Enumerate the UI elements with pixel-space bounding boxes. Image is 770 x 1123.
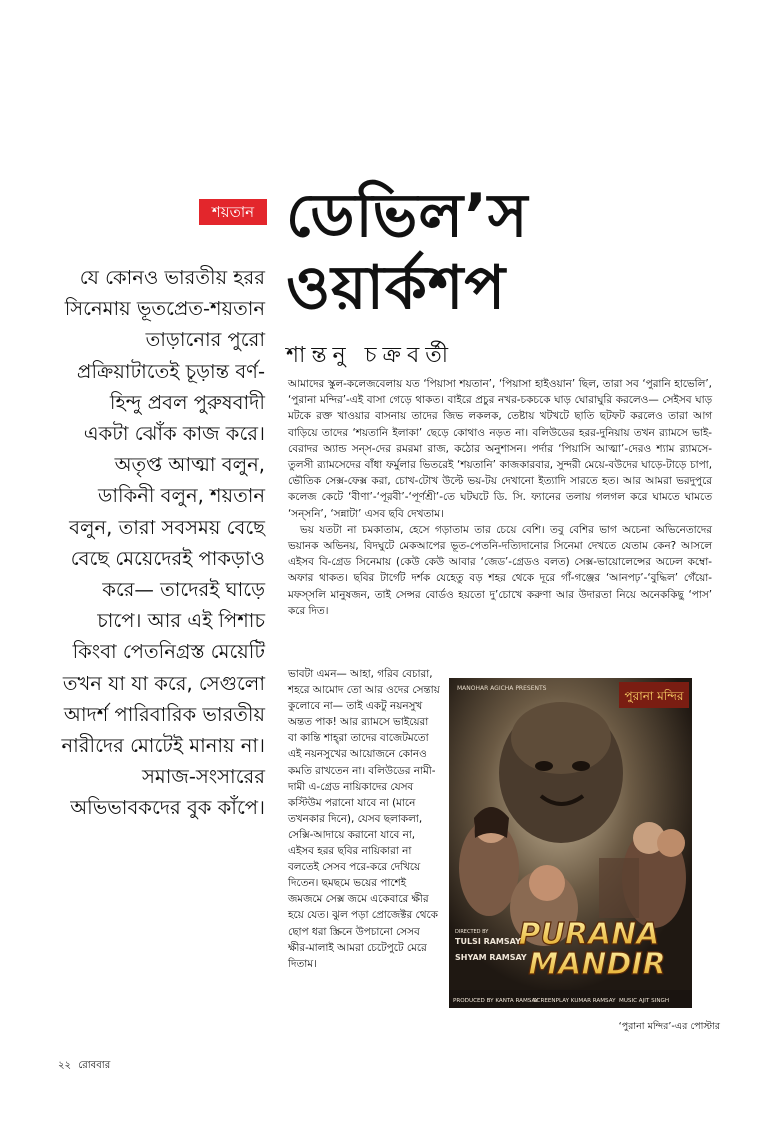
poster-producer-credit: PRODUCED BY KANTA RAMSAY (453, 998, 539, 1004)
magazine-name: রোববার (78, 1060, 111, 1071)
poster-caption: ‘পুরানা মন্দির’-এর পোস্টার (618, 1021, 720, 1032)
poster-directed-by-label: DIRECTED BY (455, 929, 489, 935)
title-line-2: ওয়ার্কশপ (286, 253, 507, 323)
title-line-1: ডেভিল’স (286, 181, 529, 251)
article-body (288, 376, 712, 619)
page-number: ২২ (58, 1060, 72, 1071)
poster-top-credit: MANOHAR AGICHA PRESENTS (457, 685, 547, 692)
poster-director-1: TULSI RAMSAY (455, 937, 521, 946)
poster-screenplay-credit: SCREENPLAY KUMAR RAMSAY (533, 998, 616, 1004)
body-paragraph-1: আমাদের স্কুল-কলেজবেলায় যত ‘পিয়াসা শয়তান’, ‘পিয়াসা হাইওয়ান’ ছিল, তারা সব ‘পুরানি হাভেলি’, ‘পুরানা মন্দির’-এই বাসা গেড়ে থাকত। বাইরে প্রচুর নখর-চকচকে ঘাড় ঘোরাঘুরি করলেও— সেইসব ঘাড় মটকে রক্ত খাওয়ার বাসনায় তাদের জিভ লকলক, তেষ্টায় খটখটে ছাতি ছটফট করলেও তারা আগ বাড়িয়ে তাদের ‘শয়তানি ইলাকা’ ছেড়ে কোথাও নড়ত না। বলিউডের হরর-দুনিয়ায় তখন র‍্যামসে ভাই-বেরাদর অ্যান্ড সন্‌স-দের রমরমা রাজ, কঠোর অনুশাসন। পর্দার ‘পিয়াসি আত্মা’-দেরও শ্যাম র‍্যামসে-তুলসী র‍্যামসেদের বাঁধা ফর্মুলার ভিতরেই ‘শয়তানি’ কাজকারবার, সুন্দরী মেয়ে-বউদের ঘাড়ে-টাড়ে চাপা, ভৌতিক সেক্স-ফেক্স করা, চোখ-টোখ উল্টে ভয়-টয় দেখানো ইত্যাদি সারতে হত। আর আমরা ভরদুপুরে কলেজ কেটে ‘বীণা’-‘পূরবী’-‘পূর্ণশ্রী’-তে ঘটঘটে ডি. সি. ফ্যানের তলায় গলগল করে ঘামতে ঘামতে ‘সন্‌সনি’, ‘সন্নাটা’ এসব ছবি দেখতাম। (288, 378, 712, 520)
poster-illustration (449, 678, 692, 1008)
body-paragraph-2: ভয় যতটা না চমকাতাম, হেসে গড়াতাম তার চেয়ে বেশি। তবু বেশির ভাগ অচেনা অভিনেতাদের ভয়ানক অভিনয়, বিদঘুটে মেকআপের ভূত-পেতনি-দত্যিদানোর সিনেমা দেখতে যেতাম কেন? আসলে এইসব বি-গ্রেড সিনেমায় (কেউ কেউ আবার ‘জেড’-গ্রেডও বলত) সেক্স-ভায়োলেন্সের অঢেল কম্বো-অফার থাকত। ছবির টার্গেট দর্শক যেহেতু বড় শহর থেকে দূরে গাঁ-গঞ্জের ‘আনপঢ়’-‘বুদ্ধিল’ গেঁয়ো-মফস্সলি মানুষজন, তাই সেন্সর বোর্ডও হয়তো দু’চোখে করুণা আর উদারতা নিয়ে অনেককিছু ‘পাস’ করে দিত। (288, 523, 712, 617)
body-narrow-column: ভাবটা এমন— আহা, গরিব বেচারা, শহরে আমোদ তো আর ওদের সেন্তায় কুলোবে না— তাই একটু নয়নসুখ অন্তত পাক! আর র‍্যামসে ভাইয়েরা বা কান্তি শাহ্‌রা তাদের বাজেটমতো এই নয়নসুখের আয়োজনে কোনও কমতি রাখতেন না। বলিউডের নামী-দামী এ-গ্রেড নায়িকাদের যেসব কস্টিউম পরানো যাবে না (মানে তখনকার দিনে), যেসব ছলাকলা, সেক্সি-আদায়ে করানো যাবে না, এইসব হরর ছবির নায়িকারা না বলতেই সেসব পরে-করে দেখিয়ে দিতেন। ছমছমে ভয়ের পাশেই জমজমে সেক্স জমে একেবারে ক্ষীর হয়ে যেত। ঝুল পড়া প্রোজেক্টর থেকে ছোপ ধরা স্ক্রিনে উপচানো সেসব ক্ষীর-মালাই আমরা চেটেপুটে মেরে দিতাম। (288, 668, 440, 970)
poster-music-credit: MUSIC AJIT SINGH (619, 998, 670, 1004)
pull-quote: যে কোনও ভারতীয় হরর সিনেমায় ভূতপ্রেত-শয়তান তাড়ানোর পুরো প্রক্রিয়াটাতেই চূড়ান্ত বর্ণ-হিন্দু প্রবল পুরুষবাদী একটা ঝোঁক কাজ করে। অতৃপ্ত আত্মা বলুন, ডাকিনী বলুন, শয়তান বলুন, তারা সবসময় বেছে বেছে মেয়েদেরই পাকড়াও করে— তাদেরই ঘাড়ে চাপে। আর এই পিশাচ কিংবা পেতনিগ্রস্ত মেয়েটি তখন যা যা করে, সেগুলো আদর্শ পারিবারিক ভারতীয় নারীদের মোটেই মানায় না। সমাজ-সংসারের অভিভাবকদের বুক কাঁপে। (61, 266, 265, 820)
author-byline: শান্তনু চক্রবর্তী (286, 343, 454, 368)
poster-title-line-1: PURANA (518, 917, 660, 952)
section-tag: শয়তান (199, 199, 267, 225)
poster-title-line-2: MANDIR (528, 947, 666, 982)
poster-bengali-title: পুরানা মন্দির (624, 689, 684, 703)
article-title (286, 180, 746, 324)
poster-director-2: SHYAM RAMSAY (455, 953, 527, 962)
page-folio (58, 1058, 114, 1075)
movie-poster (449, 678, 692, 1008)
